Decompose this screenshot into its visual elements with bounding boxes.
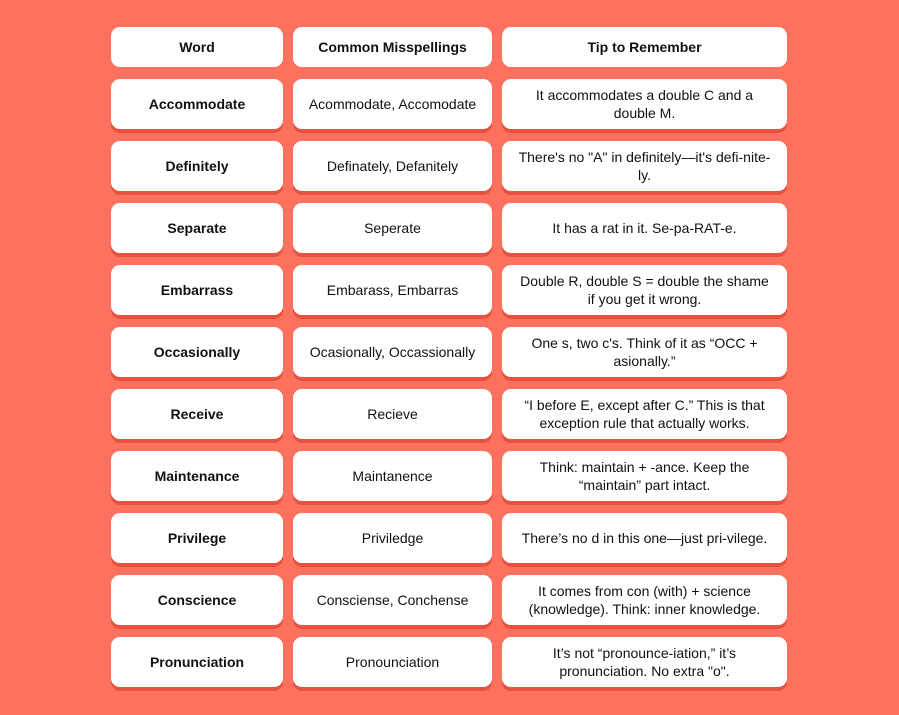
header-word: Word [111, 27, 283, 67]
word-cell: Maintenance [111, 451, 283, 501]
tip-cell: One s, two c's. Think of it as “OCC + asionally.” [502, 327, 787, 377]
misspellings-cell: Definately, Defanitely [293, 141, 492, 191]
word-cell: Separate [111, 203, 283, 253]
misspellings-cell: Pronounciation [293, 637, 492, 687]
misspellings-table [111, 27, 787, 699]
header-misspellings: Common Misspellings [293, 27, 492, 67]
word-cell: Occasionally [111, 327, 283, 377]
tip-cell: There’s no d in this one—just pri-vilege. [502, 513, 787, 563]
word-cell: Conscience [111, 575, 283, 625]
misspellings-cell: Consciense, Conchense [293, 575, 492, 625]
tip-cell: Double R, double S = double the shame if you get it wrong. [502, 265, 787, 315]
misspellings-cell: Acommodate, Accomodate [293, 79, 492, 129]
tip-cell: It accommodates a double C and a double M. [502, 79, 787, 129]
tip-cell: It comes from con (with) + science (knowledge). Think: inner knowledge. [502, 575, 787, 625]
tip-cell: It’s not “pronounce-iation,” it’s pronunciation. No extra "o". [502, 637, 787, 687]
misspellings-cell: Embarass, Embarras [293, 265, 492, 315]
misspellings-cell: Maintanence [293, 451, 492, 501]
word-cell: Receive [111, 389, 283, 439]
tip-cell: “I before E, except after C.” This is that exception rule that actually works. [502, 389, 787, 439]
word-cell: Embarrass [111, 265, 283, 315]
word-cell: Pronunciation [111, 637, 283, 687]
misspellings-cell: Seperate [293, 203, 492, 253]
word-cell: Accommodate [111, 79, 283, 129]
word-cell: Definitely [111, 141, 283, 191]
misspellings-cell: Ocasionally, Occassionally [293, 327, 492, 377]
misspellings-cell: Recieve [293, 389, 492, 439]
misspellings-cell: Priviledge [293, 513, 492, 563]
header-tip: Tip to Remember [502, 27, 787, 67]
tip-cell: There's no "A" in definitely—it's defi-nite-ly. [502, 141, 787, 191]
tip-cell: It has a rat in it. Se-pa-RAT-e. [502, 203, 787, 253]
word-cell: Privilege [111, 513, 283, 563]
tip-cell: Think: maintain + -ance. Keep the “maintain” part intact. [502, 451, 787, 501]
